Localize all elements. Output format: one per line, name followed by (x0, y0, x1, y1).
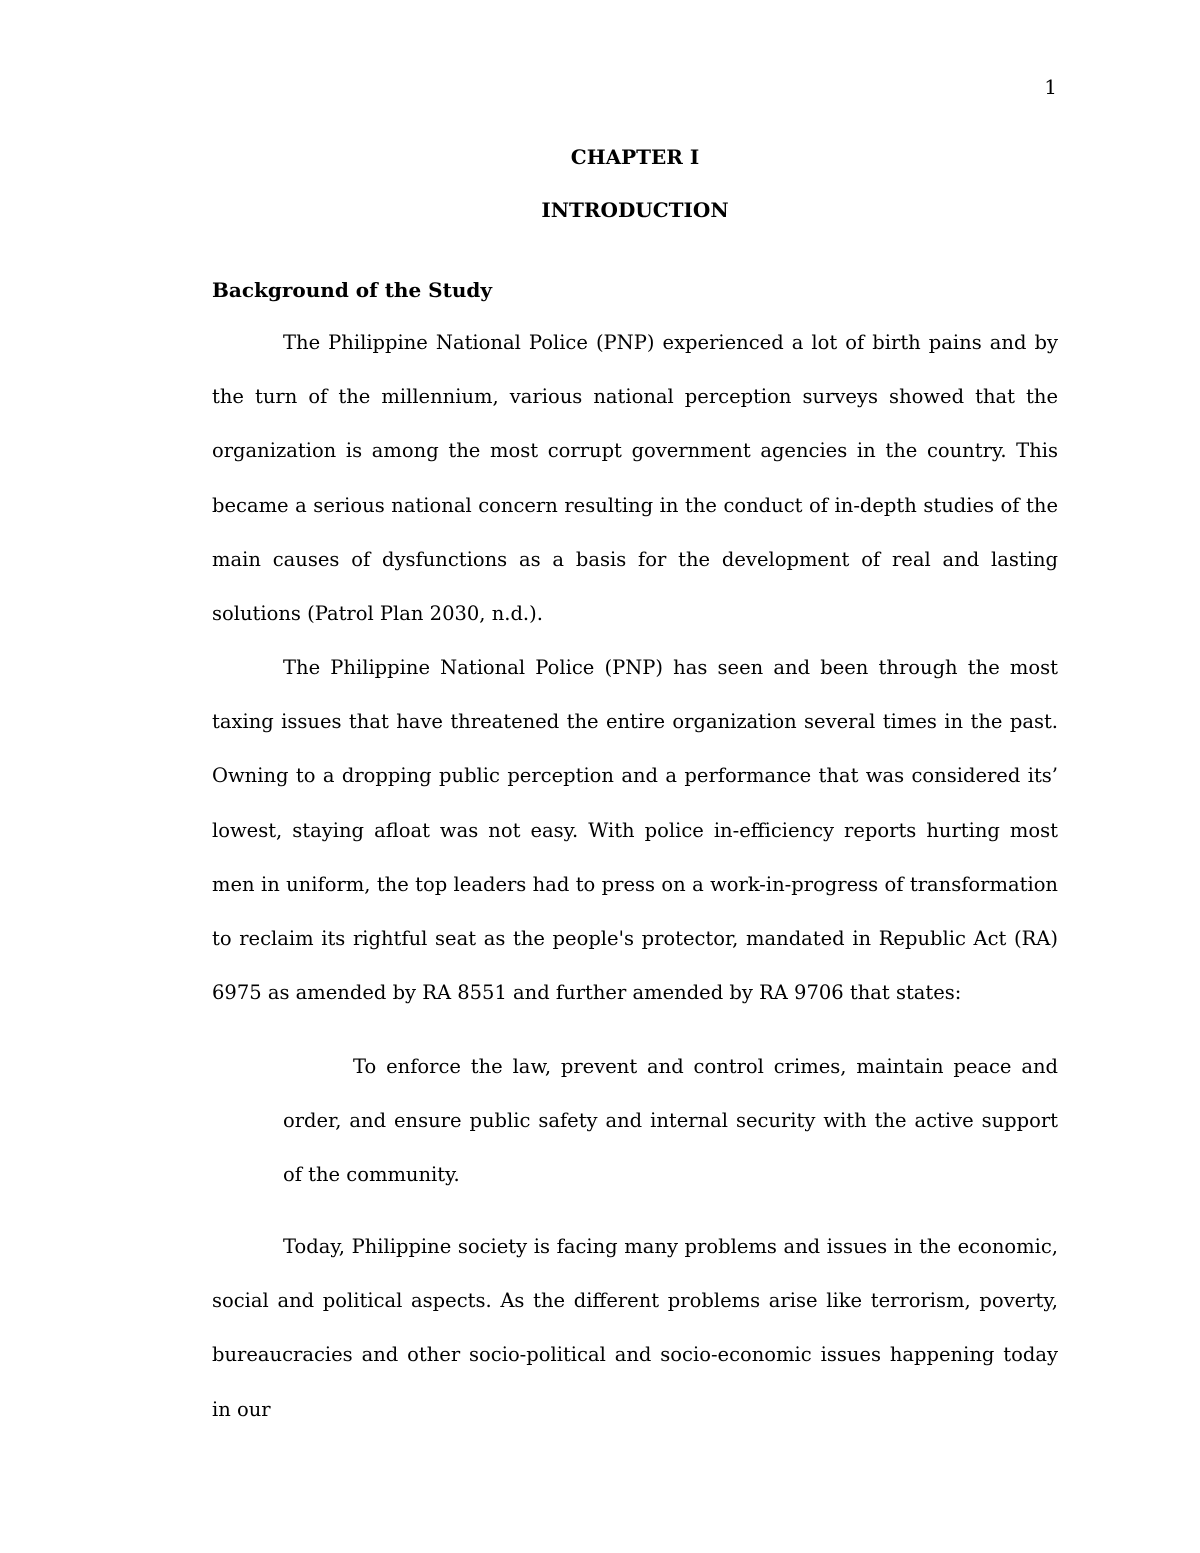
body-paragraph-2: The Philippine National Police (PNP) has seen and been through the most taxing issues that have threatened the entire organization several times in the past. Owning to a dropping public perception and a performance that was considered its’ lowest, staying afloat was not easy. With police in-efficiency reports hurting most men in uniform, the top leaders had to press on a work-in-progress of transformation to reclaim its rightful seat as the people's protector, mandated in Republic Act (RA) 6975 as amended by RA 8551 and further amended by RA 9706 that states: (212, 656, 1058, 1005)
chapter-subtitle: INTRODUCTION (541, 198, 729, 222)
block-quote: To enforce the law, prevent and control crimes, maintain peace and order, and ensure public safety and internal security with the active support of the community. (283, 1055, 1058, 1187)
chapter-title: CHAPTER I (570, 145, 700, 169)
page-number: 1 (1044, 75, 1057, 99)
body-paragraph-1: The Philippine National Police (PNP) experienced a lot of birth pains and by the turn of the millennium, various national perception surveys showed that the organization is among the most corrupt government agencies in the country. This became a serious national concern resulting in the conduct of in-depth studies of the main causes of dysfunctions as a basis for the development of real and lasting solutions (Patrol Plan 2030, n.d.). (212, 331, 1058, 626)
body-paragraph-3: Today, Philippine society is facing many problems and issues in the economic, social and political aspects. As the different problems arise like terrorism, poverty, bureaucracies and other socio-political and socio-economic issues happening today in our (212, 1235, 1058, 1421)
section-heading: Background of the Study (212, 278, 492, 302)
